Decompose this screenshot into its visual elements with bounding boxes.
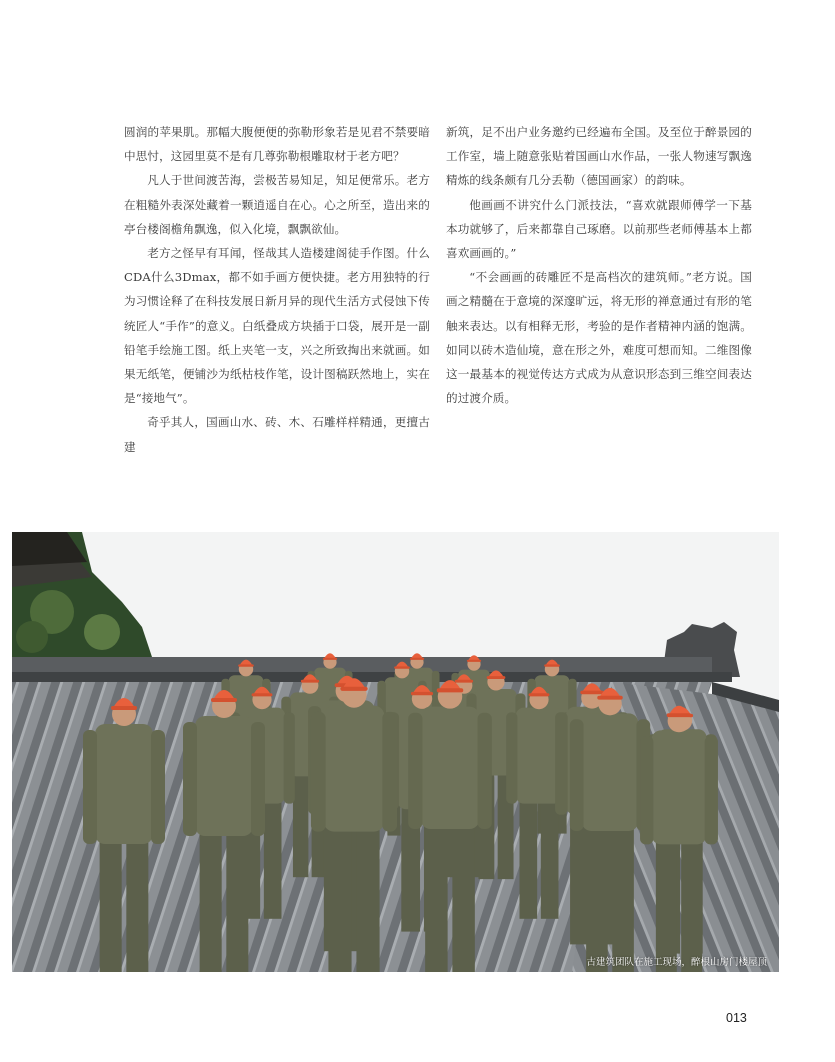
- page-number: 013: [726, 1011, 747, 1025]
- paragraph: 老方之怪早有耳闻，怪哉其人造楼建阁徒手作图。什么CDA什么3Dmax，都不如手画方便快捷。老方用独特的行为习惯诠释了在科技发展日新月异的现代生活方式侵蚀下传统匠人“手作”的意义。白纸叠成方块插于口袋，展开是一副铅笔手绘施工图。纸上夹笔一支，兴之所致掏出来就画。如果无纸笔，便铺沙为纸枯枝作笔，设计图稿跃然地上，实在是“接地气”。: [124, 246, 430, 406]
- right-text-column: [446, 120, 752, 410]
- paragraph: 凡人于世间渡苦海，尝极苦易知足，知足便常乐。老方在粗糙外表深处藏着一颗逍遥自在心。心之所至，造出来的亭台楼阁檐角飘逸，似入化境，飘飘欲仙。: [124, 173, 430, 236]
- rooftop-workers-illustration: [12, 532, 779, 972]
- paragraph: “不会画画的砖雕匠不是高档次的建筑师。”老方说。国画之精髓在于意境的深邃旷远，将无形的禅意通过有形的笔触来表达。以有相释无形，考验的是作者精神内涵的饱满。如同以砖木造仙境，意在形之外，难度可想而知。二维图像这一最基本的视觉传达方式成为从意识形态到三维空间表达的过渡介质。: [446, 270, 752, 406]
- team-photo: [12, 532, 779, 972]
- photo-caption: 古建筑团队在施工现场，醉根山房门楼屋顶: [586, 957, 767, 968]
- paragraph: 奇乎其人，国画山水、砖、木、石雕样样精通，更擅古建: [124, 415, 430, 454]
- paragraph: 他画画不讲究什么门派技法，“喜欢就跟师傅学一下基本功就够了，后来都靠自己琢磨。以前那些老师傅基本上都喜欢画画的。”: [446, 197, 752, 261]
- left-text-column: [124, 120, 430, 459]
- paragraph: 新筑，足不出户业务邀约已经遍布全国。及至位于醉景园的工作室，墙上随意张贴着国画山水作品，一张人物速写飘逸精炼的线条颇有几分丢勒（德国画家）的韵味。: [446, 125, 752, 188]
- paragraph: 圆润的苹果肌。那幅大腹便便的弥勒形象若是见君不禁要暗中思忖，这园里莫不是有几尊弥勒根雕取材于老方吧？: [124, 125, 430, 164]
